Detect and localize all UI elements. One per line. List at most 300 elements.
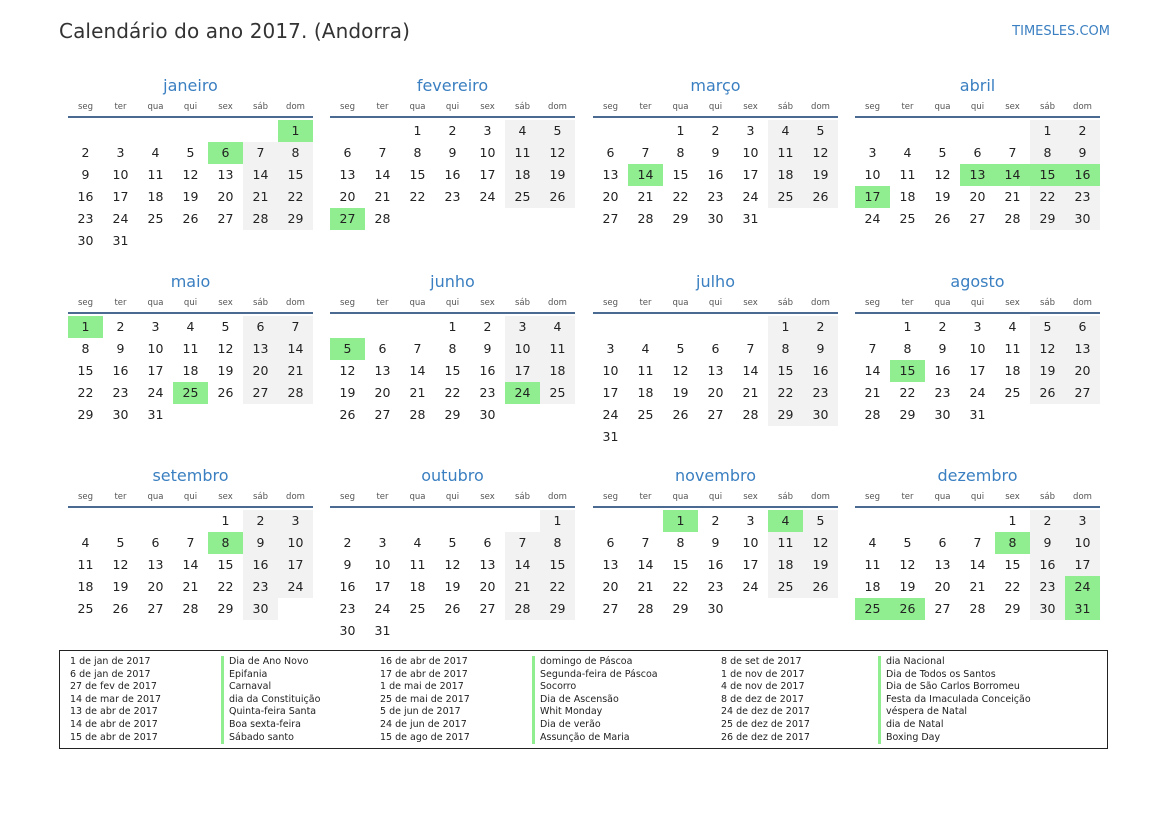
day-cell: 22: [1030, 186, 1065, 208]
holiday-names-column-1: [221, 656, 320, 744]
day-cell: 19: [899, 579, 916, 594]
day-grid: [330, 510, 575, 642]
holiday-day-cell: 25: [855, 598, 890, 620]
day-cell: 6: [343, 145, 352, 160]
empty-cell: [855, 510, 890, 532]
day-cell: 5: [448, 535, 457, 550]
day-cell: 21: [505, 576, 540, 598]
day-cell: 21: [637, 579, 654, 594]
month-name: dezembro: [937, 466, 1018, 485]
holiday-name: Dia de verão: [532, 719, 658, 732]
empty-cell: [365, 316, 400, 338]
month-junho: [330, 271, 575, 426]
holiday-name: Quinta-feira Santa: [221, 706, 320, 719]
day-grid: [593, 510, 838, 620]
day-grid: [330, 316, 575, 426]
day-cell: 26: [182, 211, 199, 226]
holiday-date: 14 de abr de 2017: [70, 718, 158, 730]
weekday-label: sáb: [777, 298, 794, 308]
weekday-label: qui: [970, 492, 985, 502]
day-cell: 1: [768, 316, 803, 338]
day-cell: 31: [147, 407, 164, 422]
day-cell: 27: [147, 601, 164, 616]
day-cell: 11: [768, 142, 803, 164]
weekday-label: ter: [114, 492, 127, 502]
weekday-label: sáb: [252, 102, 269, 112]
day-cell: 14: [243, 164, 278, 186]
day-cell: 21: [243, 186, 278, 208]
day-cell: 2: [81, 145, 90, 160]
holiday-day-cell: 24: [505, 382, 540, 404]
weekday-label: sáb: [1039, 298, 1056, 308]
weekday-label: ter: [376, 492, 389, 502]
day-cell: 15: [278, 164, 313, 186]
day-cell: 4: [151, 145, 160, 160]
holiday-name: Festa da Imaculada Conceição: [878, 694, 1031, 707]
month-name: outubro: [421, 466, 484, 485]
empty-cell: [330, 120, 365, 142]
empty-cell: [138, 510, 173, 532]
month-abril: [855, 75, 1100, 230]
day-cell: 2: [243, 510, 278, 532]
day-cell: 19: [1030, 360, 1065, 382]
header-divider: [68, 506, 313, 508]
day-cell: 11: [768, 532, 803, 554]
month-name: agosto: [950, 272, 1005, 291]
empty-cell: [628, 316, 663, 338]
day-cell: 17: [479, 167, 496, 182]
holiday-day-cell: 16: [1065, 164, 1100, 186]
holiday-legend: [59, 650, 1108, 749]
weekday-label: dom: [286, 298, 305, 308]
month-name: julho: [696, 272, 735, 291]
day-cell: 14: [637, 557, 654, 572]
weekday-label: qua: [409, 492, 426, 502]
empty-cell: [698, 316, 733, 338]
day-cell: 29: [217, 601, 234, 616]
holiday-date: 24 de jun de 2017: [380, 718, 467, 730]
day-cell: 8: [676, 535, 685, 550]
day-cell: 22: [1004, 579, 1021, 594]
day-cell: 27: [934, 601, 951, 616]
weekday-label: sex: [218, 492, 233, 502]
day-cell: 17: [278, 554, 313, 576]
month-name: novembro: [675, 466, 756, 485]
day-cell: 10: [479, 145, 496, 160]
day-cell: 27: [1065, 382, 1100, 404]
day-cell: 28: [637, 211, 654, 226]
day-cell: 16: [707, 167, 724, 182]
day-cell: 17: [112, 189, 129, 204]
empty-cell: [733, 316, 768, 338]
holiday-day-cell: 13: [960, 164, 995, 186]
day-cell: 20: [374, 385, 391, 400]
day-cell: 1: [540, 510, 575, 532]
holiday-names-column-2: [532, 656, 658, 744]
weekday-label: qua: [672, 298, 689, 308]
day-cell: 7: [973, 535, 982, 550]
day-cell: 7: [413, 341, 422, 356]
weekday-label: qua: [934, 492, 951, 502]
day-cell: 21: [742, 385, 759, 400]
day-cell: 5: [186, 145, 195, 160]
weekday-label: qui: [183, 298, 198, 308]
day-cell: 13: [374, 363, 391, 378]
weekday-label: ter: [901, 102, 914, 112]
weekday-label: dom: [811, 492, 830, 502]
holiday-name: dia da Constituição: [221, 694, 320, 707]
day-cell: 29: [1004, 601, 1021, 616]
weekday-label: sex: [743, 102, 758, 112]
weekday-header: [330, 295, 575, 311]
day-cell: 13: [602, 167, 619, 182]
holiday-name: Dia de São Carlos Borromeu: [878, 681, 1031, 694]
day-cell: 28: [243, 208, 278, 230]
day-cell: 8: [448, 341, 457, 356]
day-cell: 19: [112, 579, 129, 594]
day-cell: 15: [217, 557, 234, 572]
weekday-label: sáb: [514, 492, 531, 502]
header-divider: [68, 116, 313, 118]
holiday-date: 13 de abr de 2017: [70, 706, 158, 718]
day-cell: 26: [339, 407, 356, 422]
weekday-header: [593, 489, 838, 505]
weekday-label: ter: [114, 298, 127, 308]
day-cell: 21: [1004, 189, 1021, 204]
day-cell: 15: [1004, 557, 1021, 572]
day-cell: 18: [1004, 363, 1021, 378]
day-cell: 23: [934, 385, 951, 400]
month-name: abril: [959, 76, 996, 95]
day-cell: 10: [147, 341, 164, 356]
month-name: junho: [430, 272, 475, 291]
day-cell: 3: [746, 123, 755, 138]
month-novembro: [593, 465, 838, 620]
day-cell: 29: [1030, 208, 1065, 230]
day-cell: 25: [768, 576, 803, 598]
holiday-name: Dia de Todos os Santos: [878, 669, 1031, 682]
day-cell: 12: [803, 142, 838, 164]
holiday-date: 6 de jan de 2017: [70, 668, 151, 680]
weekday-label: dom: [286, 102, 305, 112]
day-grid: [593, 120, 838, 230]
day-cell: 3: [151, 319, 160, 334]
day-cell: 8: [413, 145, 422, 160]
day-cell: 19: [182, 189, 199, 204]
empty-cell: [855, 120, 890, 142]
day-cell: 19: [540, 164, 575, 186]
holiday-name: Segunda-feira de Páscoa: [532, 669, 658, 682]
day-cell: 9: [81, 167, 90, 182]
day-cell: 9: [711, 145, 720, 160]
empty-cell: [960, 120, 995, 142]
holiday-day-cell: 27: [330, 208, 365, 230]
empty-cell: [400, 316, 435, 338]
day-cell: 18: [899, 189, 916, 204]
month-julho: [593, 271, 838, 448]
weekday-label: ter: [639, 492, 652, 502]
weekday-label: sáb: [252, 492, 269, 502]
month-name: setembro: [152, 466, 229, 485]
day-cell: 11: [77, 557, 94, 572]
day-cell: 11: [637, 363, 654, 378]
weekday-label: ter: [376, 298, 389, 308]
day-cell: 7: [641, 145, 650, 160]
day-cell: 24: [374, 601, 391, 616]
header-divider: [330, 116, 575, 118]
header-divider: [68, 312, 313, 314]
day-cell: 14: [864, 363, 881, 378]
weekday-label: seg: [77, 298, 94, 308]
holiday-date: 1 de mai de 2017: [380, 681, 464, 693]
header-divider: [593, 312, 838, 314]
day-cell: 29: [899, 407, 916, 422]
empty-cell: [138, 120, 173, 142]
day-cell: 16: [934, 363, 951, 378]
day-cell: 3: [746, 513, 755, 528]
empty-cell: [173, 510, 208, 532]
weekday-label: seg: [864, 298, 881, 308]
empty-cell: [593, 120, 628, 142]
holiday-date: 5 de jun de 2017: [380, 706, 461, 718]
day-cell: 4: [641, 341, 650, 356]
day-cell: 30: [243, 598, 278, 620]
weekday-header: [68, 489, 313, 505]
day-cell: 27: [374, 407, 391, 422]
day-cell: 29: [768, 404, 803, 426]
day-cell: 7: [505, 532, 540, 554]
empty-cell: [470, 510, 505, 532]
day-cell: 23: [707, 579, 724, 594]
day-cell: 12: [540, 142, 575, 164]
empty-cell: [995, 120, 1030, 142]
day-cell: 19: [444, 579, 461, 594]
day-cell: 14: [374, 167, 391, 182]
weekday-label: qui: [708, 492, 723, 502]
day-cell: 30: [112, 407, 129, 422]
day-cell: 23: [77, 211, 94, 226]
empty-cell: [593, 510, 628, 532]
day-cell: 27: [969, 211, 986, 226]
holiday-dates-column-3: [721, 656, 810, 744]
day-cell: 14: [182, 557, 199, 572]
holiday-date: 24 de dez de 2017: [721, 706, 810, 718]
day-cell: 30: [339, 623, 356, 638]
day-cell: 1: [413, 123, 422, 138]
day-cell: 28: [505, 598, 540, 620]
day-cell: 27: [479, 601, 496, 616]
day-cell: 25: [768, 186, 803, 208]
weekday-label: qui: [183, 102, 198, 112]
day-cell: 13: [1065, 338, 1100, 360]
weekday-label: dom: [1073, 298, 1092, 308]
day-cell: 2: [711, 123, 720, 138]
day-cell: 3: [973, 319, 982, 334]
day-cell: 21: [278, 360, 313, 382]
day-cell: 22: [444, 385, 461, 400]
day-cell: 9: [1065, 142, 1100, 164]
month-dezembro: [855, 465, 1100, 620]
brand-link[interactable]: TIMESLES.COM: [1012, 24, 1110, 39]
month-fevereiro: [330, 75, 575, 230]
day-cell: 20: [479, 579, 496, 594]
weekday-header: [68, 99, 313, 115]
weekday-label: sáb: [777, 492, 794, 502]
day-cell: 28: [374, 211, 391, 226]
day-cell: 31: [374, 623, 391, 638]
day-cell: 18: [77, 579, 94, 594]
weekday-label: seg: [864, 102, 881, 112]
day-cell: 17: [742, 557, 759, 572]
day-cell: 3: [483, 123, 492, 138]
day-cell: 16: [1030, 554, 1065, 576]
day-cell: 31: [969, 407, 986, 422]
day-cell: 24: [147, 385, 164, 400]
day-cell: 21: [864, 385, 881, 400]
day-cell: 29: [672, 601, 689, 616]
day-cell: 15: [768, 360, 803, 382]
weekday-label: sáb: [514, 102, 531, 112]
weekday-label: qua: [672, 492, 689, 502]
day-cell: 13: [707, 363, 724, 378]
day-cell: 1: [1008, 513, 1017, 528]
day-grid: [68, 510, 313, 620]
day-cell: 19: [934, 189, 951, 204]
day-cell: 27: [243, 382, 278, 404]
day-cell: 2: [938, 319, 947, 334]
day-cell: 13: [934, 557, 951, 572]
day-cell: 8: [676, 145, 685, 160]
weekday-label: qui: [445, 492, 460, 502]
weekday-label: qua: [934, 298, 951, 308]
weekday-label: ter: [639, 298, 652, 308]
day-cell: 10: [969, 341, 986, 356]
day-cell: 6: [151, 535, 160, 550]
day-cell: 29: [672, 211, 689, 226]
day-cell: 3: [505, 316, 540, 338]
day-cell: 25: [147, 211, 164, 226]
day-cell: 16: [479, 363, 496, 378]
holiday-day-cell: 5: [330, 338, 365, 360]
holiday-name: Socorro: [532, 681, 658, 694]
day-cell: 15: [672, 557, 689, 572]
weekday-label: dom: [548, 298, 567, 308]
day-cell: 23: [479, 385, 496, 400]
day-cell: 13: [602, 557, 619, 572]
weekday-label: qua: [147, 492, 164, 502]
day-cell: 10: [864, 167, 881, 182]
empty-cell: [960, 510, 995, 532]
day-cell: 27: [707, 407, 724, 422]
day-cell: 7: [378, 145, 387, 160]
day-cell: 14: [742, 363, 759, 378]
holiday-date: 25 de mai de 2017: [380, 693, 470, 705]
weekday-label: qua: [409, 298, 426, 308]
weekday-label: sáb: [514, 298, 531, 308]
day-cell: 19: [339, 385, 356, 400]
weekday-label: sex: [218, 298, 233, 308]
weekday-label: qui: [445, 102, 460, 112]
day-cell: 23: [803, 382, 838, 404]
day-cell: 21: [374, 189, 391, 204]
empty-cell: [68, 510, 103, 532]
holiday-name: Epifania: [221, 669, 320, 682]
header-divider: [855, 312, 1100, 314]
empty-cell: [330, 316, 365, 338]
day-cell: 25: [540, 382, 575, 404]
month-name: maio: [170, 272, 211, 291]
day-cell: 3: [378, 535, 387, 550]
day-cell: 6: [606, 145, 615, 160]
weekday-header: [593, 295, 838, 311]
day-cell: 20: [934, 579, 951, 594]
day-cell: 1: [676, 123, 685, 138]
holiday-day-cell: 8: [208, 532, 243, 554]
day-cell: 9: [938, 341, 947, 356]
day-cell: 13: [147, 557, 164, 572]
day-cell: 23: [707, 189, 724, 204]
day-cell: 10: [742, 145, 759, 160]
weekday-label: sex: [1005, 492, 1020, 502]
day-cell: 6: [973, 145, 982, 160]
day-cell: 17: [1065, 554, 1100, 576]
day-cell: 6: [938, 535, 947, 550]
day-cell: 1: [448, 319, 457, 334]
empty-cell: [925, 120, 960, 142]
holiday-date: 8 de dez de 2017: [721, 693, 804, 705]
day-cell: 30: [934, 407, 951, 422]
day-cell: 4: [81, 535, 90, 550]
day-cell: 18: [864, 579, 881, 594]
day-cell: 18: [768, 554, 803, 576]
day-cell: 6: [1065, 316, 1100, 338]
day-cell: 16: [77, 189, 94, 204]
day-cell: 7: [641, 535, 650, 550]
holiday-name: Boxing Day: [878, 732, 1031, 745]
day-cell: 13: [217, 167, 234, 182]
weekday-label: dom: [811, 298, 830, 308]
day-cell: 9: [803, 338, 838, 360]
day-cell: 4: [903, 145, 912, 160]
weekday-label: ter: [901, 492, 914, 502]
weekday-label: seg: [602, 298, 619, 308]
day-cell: 3: [278, 510, 313, 532]
day-cell: 12: [1030, 338, 1065, 360]
day-cell: 9: [243, 532, 278, 554]
weekday-label: ter: [639, 102, 652, 112]
month-name: março: [690, 76, 741, 95]
day-cell: 14: [505, 554, 540, 576]
day-cell: 3: [606, 341, 615, 356]
holiday-date: 4 de nov de 2017: [721, 681, 805, 693]
page-title: Calendário do ano 2017. (Andorra): [59, 19, 411, 43]
day-cell: 24: [479, 189, 496, 204]
weekday-label: sex: [480, 102, 495, 112]
weekday-label: qui: [708, 102, 723, 112]
weekday-label: qui: [708, 298, 723, 308]
day-cell: 22: [672, 579, 689, 594]
day-cell: 7: [186, 535, 195, 550]
weekday-label: qua: [409, 102, 426, 112]
day-cell: 4: [868, 535, 877, 550]
day-cell: 17: [147, 363, 164, 378]
day-cell: 11: [409, 557, 426, 572]
day-cell: 7: [278, 316, 313, 338]
day-cell: 28: [969, 601, 986, 616]
day-cell: 5: [540, 120, 575, 142]
weekday-label: ter: [376, 102, 389, 112]
empty-cell: [855, 316, 890, 338]
